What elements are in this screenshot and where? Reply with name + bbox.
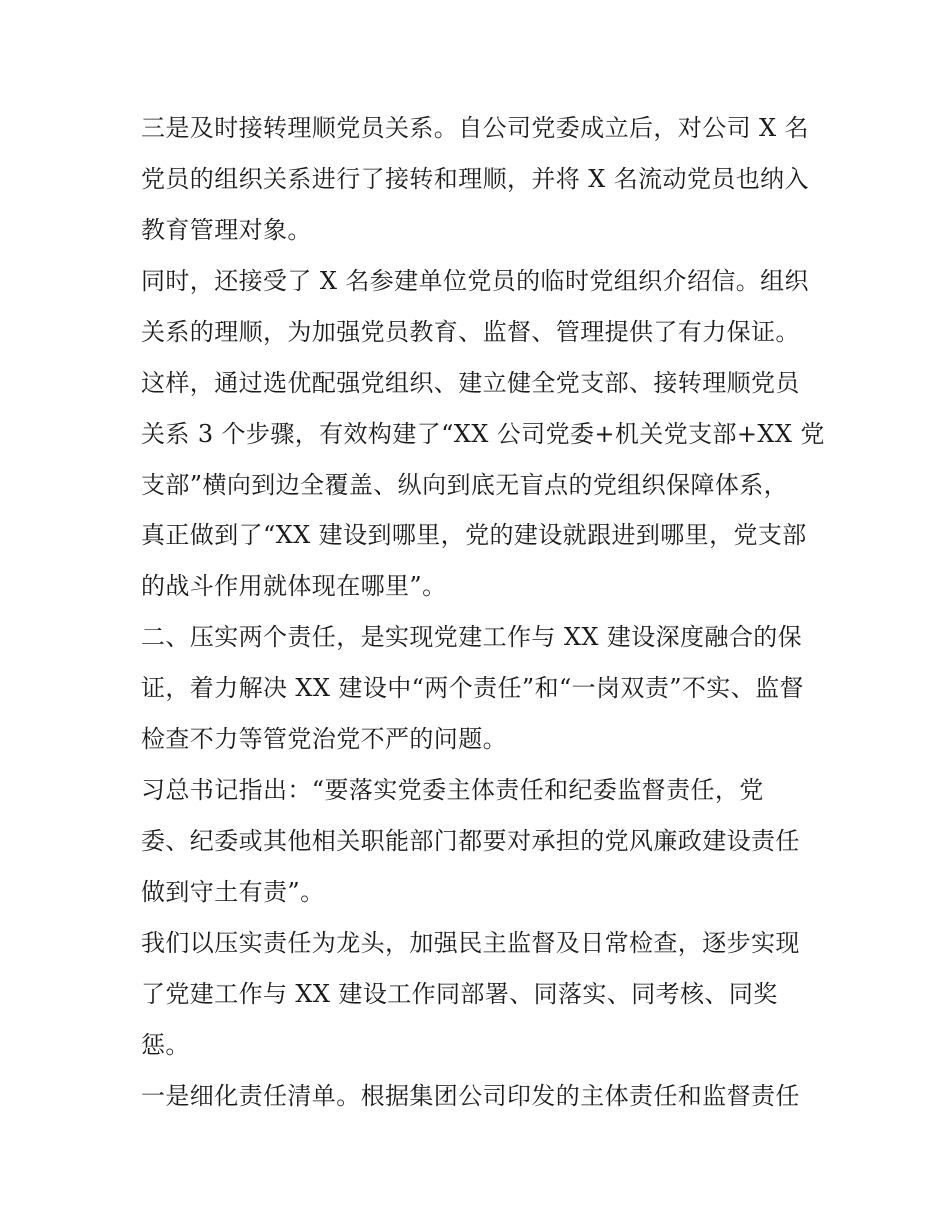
text-line: 三是及时接转理顺党员关系。自公司党委成立后，对公司 X 名 [141,114,809,142]
text-line: 同时，还接受了 X 名参建单位党员的临时党组织介绍信。组织 [141,267,809,295]
text-line: 习总书记指出：“要落实党委主体责任和纪委监督责任，党 [141,776,764,804]
text-line: 支部”横向到边全覆盖、纵向到底无盲点的党组织保障体系， [141,471,789,499]
text-line: 了党建工作与 XX 建设工作同部署、同落实、同考核、同奖 [141,980,778,1008]
text-line: 党员的组织关系进行了接转和理顺，并将 X 名流动党员也纳入 [141,165,809,193]
text-line: 这样，通过选优配强党组织、建立健全党支部、接转理顺党员 [141,369,800,397]
text-line: 的战斗作用就体现在哪里”。 [141,572,447,600]
text-line: 委、纪委或其他相关职能部门都要对承担的党风廉政建设责任 [141,827,800,855]
text-line: 二、压实两个责任，是实现党建工作与 XX 建设深度融合的保 [141,623,803,651]
text-line: 证，着力解决 XX 建设中“两个责任”和“一岗双责”不实、监督 [141,674,804,702]
text-line: 一是细化责任清单。根据集团公司印发的主体责任和监督责任 [141,1082,800,1110]
text-line: 惩。 [141,1031,190,1059]
text-line: 教育管理对象。 [141,216,312,244]
text-line: 我们以压实责任为龙头，加强民主监督及日常检查，逐步实现 [141,929,800,957]
text-line: 真正做到了“XX 建设到哪里，党的建设就跟进到哪里，党支部 [141,521,807,549]
text-line: 检查不力等管党治党不严的问题。 [141,725,507,753]
text-line: 做到守土有责”。 [141,878,325,906]
text-line: 关系 3 个步骤，有效构建了“XX 公司党委+机关党支部+XX 党 [141,420,825,448]
text-line: 关系的理顺，为加强党员教育、监督、管理提供了有力保证。 [141,318,800,346]
